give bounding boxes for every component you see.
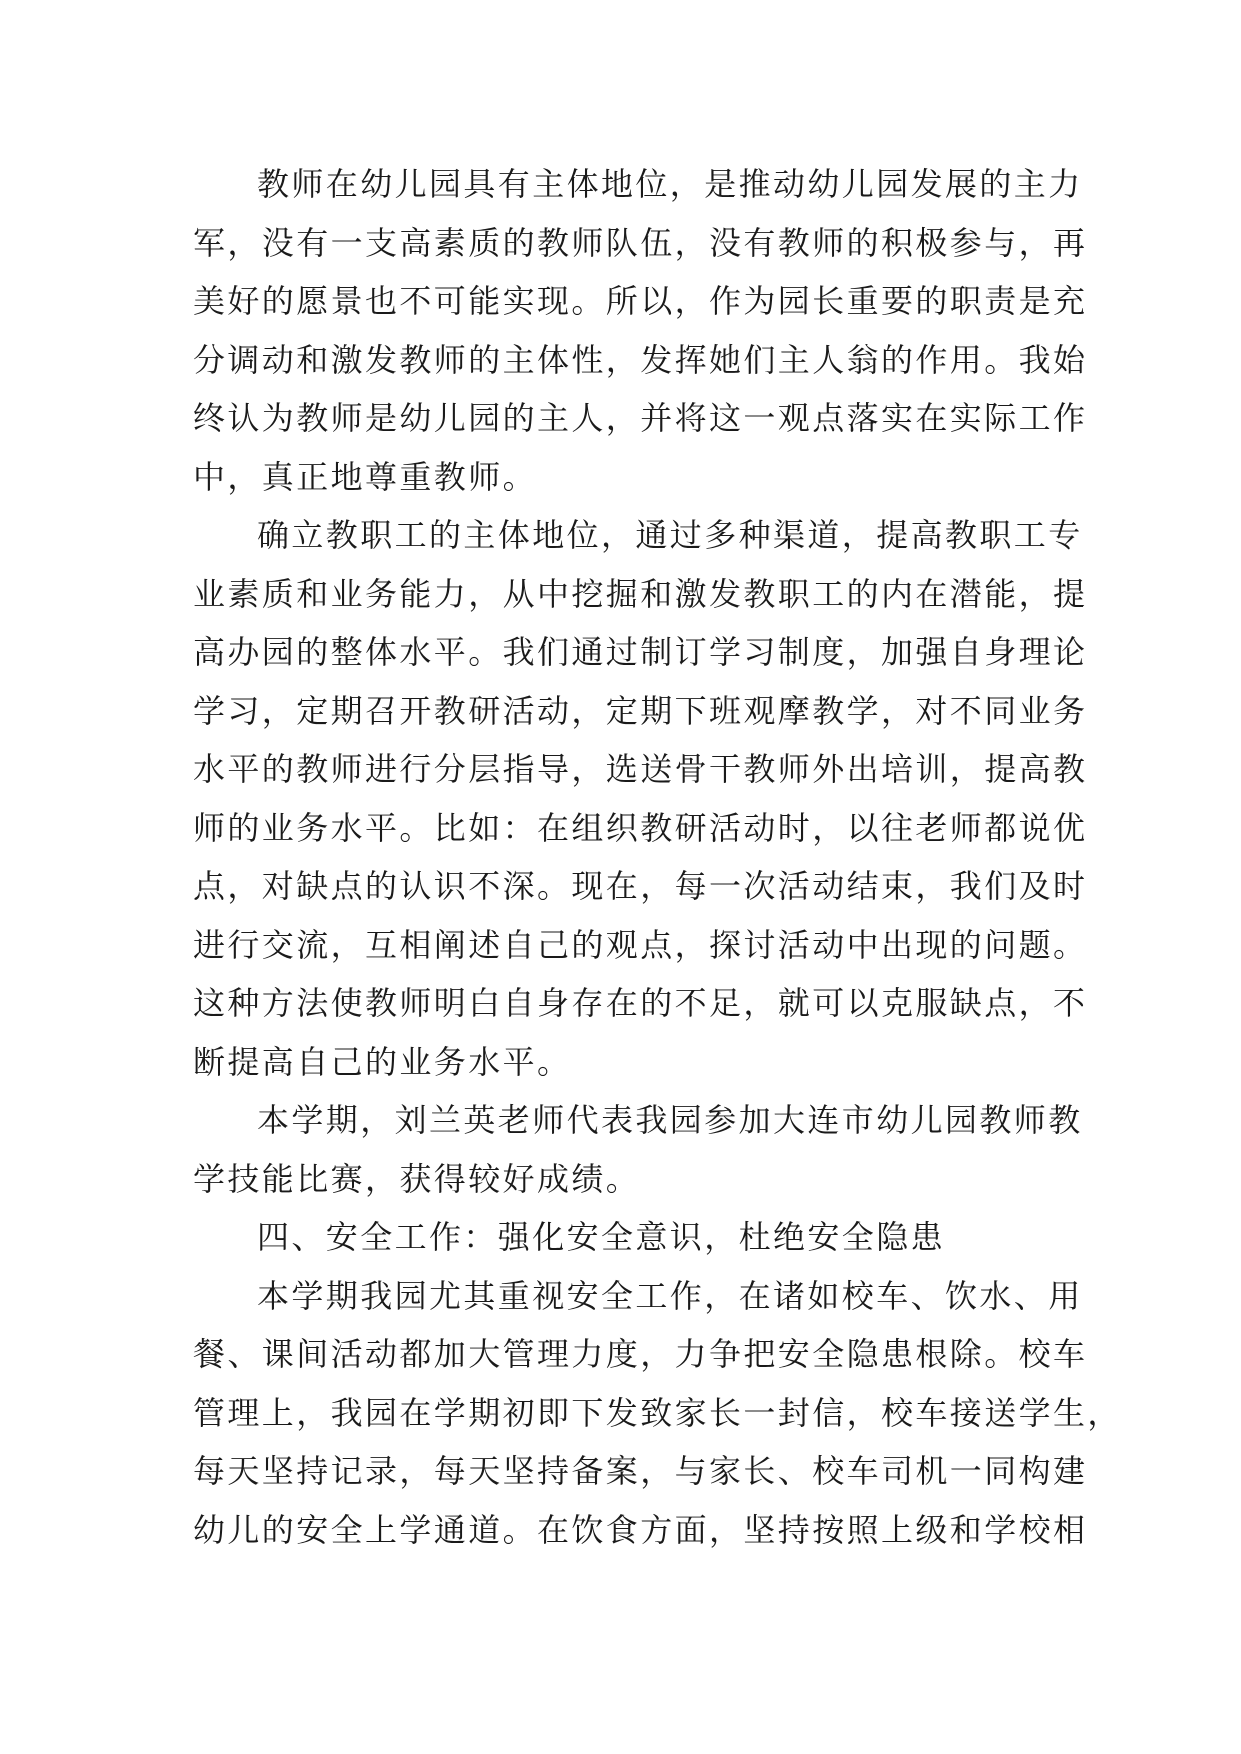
text-line: 高办园的整体水平。我们通过制订学习制度，加强自身理论 bbox=[193, 633, 1088, 671]
text-line: 军，没有一支高素质的教师队伍，没有教师的积极参与，再 bbox=[193, 223, 1088, 262]
text-line: 断提高自己的业务水平。 bbox=[193, 1042, 572, 1081]
text-line: 中，真正地尊重教师。 bbox=[193, 457, 538, 496]
text-line: 本学期我园尤其重视安全工作，在诸如校车、饮水、用 bbox=[257, 1276, 1083, 1315]
text-line: 终认为教师是幼儿园的主人，并将这一观点落实在实际工作 bbox=[193, 399, 1088, 437]
text-line: 进行交流，互相阐述自己的观点，探讨活动中出现的问题。 bbox=[193, 925, 1088, 964]
text-line: 这种方法使教师明白自身存在的不足，就可以克服缺点，不 bbox=[193, 984, 1088, 1022]
text-line: 师的业务水平。比如：在组织教研活动时，以往老师都说优 bbox=[193, 808, 1088, 847]
text-line: 学技能比赛，获得较好成绩。 bbox=[193, 1159, 641, 1198]
section-heading: 四、安全工作：强化安全意识，杜绝安全隐患 bbox=[257, 1218, 946, 1256]
text-line: 教师在幼儿园具有主体地位，是推动幼儿园发展的主力 bbox=[257, 165, 1083, 203]
text-line: 确立教职工的主体地位，通过多种渠道，提高教职工专 bbox=[257, 516, 1083, 554]
text-line: 幼儿的安全上学通道。在饮食方面，坚持按照上级和学校相 bbox=[193, 1510, 1088, 1549]
text-line: 分调动和激发教师的主体性，发挥她们主人翁的作用。我始 bbox=[193, 340, 1088, 379]
text-line: 业素质和业务能力，从中挖掘和激发教职工的内在潜能，提 bbox=[193, 574, 1088, 613]
text-line: 美好的愿景也不可能实现。所以，作为园长重要的职责是充 bbox=[193, 282, 1088, 320]
text-line: 本学期，刘兰英老师代表我园参加大连市幼儿园教师教 bbox=[257, 1101, 1083, 1139]
text-line: 管理上，我园在学期初即下发致家长一封信，校车接送学生， bbox=[193, 1393, 1122, 1432]
text-line: 学习，定期召开教研活动，定期下班观摩教学，对不同业务 bbox=[193, 691, 1088, 730]
text-line: 点，对缺点的认识不深。现在，每一次活动结束，我们及时 bbox=[193, 867, 1088, 905]
text-line: 每天坚持记录，每天坚持备案，与家长、校车司机一同构建 bbox=[193, 1452, 1088, 1490]
text-line: 餐、课间活动都加大管理力度，力争把安全隐患根除。校车 bbox=[193, 1335, 1088, 1373]
text-line: 水平的教师进行分层指导，选送骨干教师外出培训，提高教 bbox=[193, 750, 1088, 788]
body-text bbox=[193, 155, 1122, 1559]
